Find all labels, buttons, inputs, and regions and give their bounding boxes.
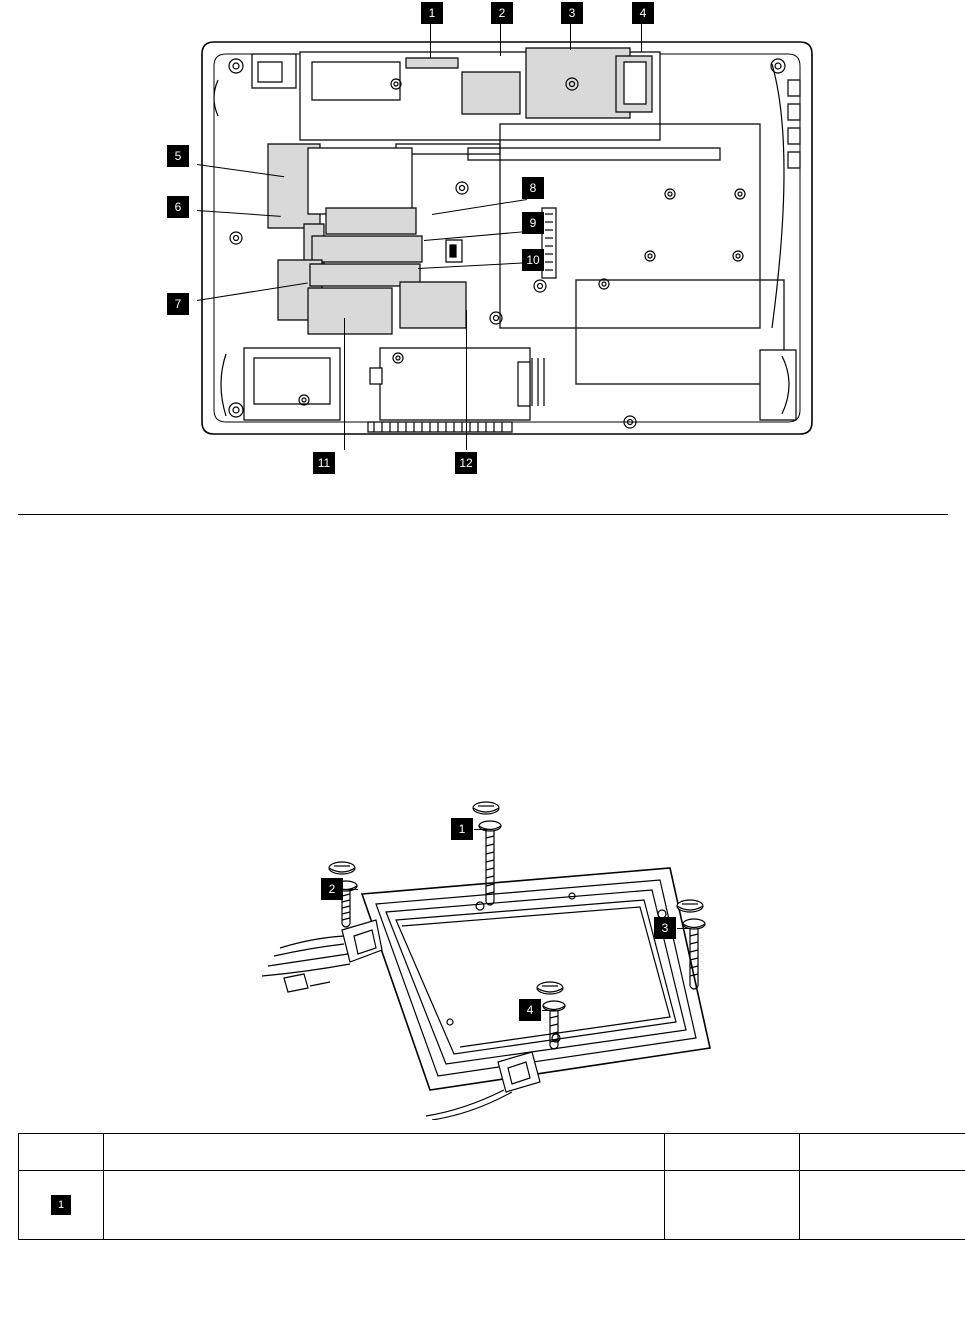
steps-table <box>18 1133 965 1240</box>
callout-marker-table: 1 <box>51 1195 71 1215</box>
callout-marker-7: 7 <box>167 293 189 315</box>
figure-lcd-bezel <box>250 790 730 1120</box>
callout-marker-4: 4 <box>632 2 654 24</box>
callout-marker-3: 3 <box>561 2 583 24</box>
leader-line <box>344 318 345 450</box>
leader-line <box>677 928 691 929</box>
table-header-quantity <box>665 1134 800 1171</box>
table-header-torque <box>800 1134 965 1171</box>
figure-base-cover <box>200 28 820 448</box>
table-cell-torque <box>800 1171 965 1240</box>
steps-table-wrapper <box>18 1133 948 1235</box>
table-cell-description <box>104 1171 665 1240</box>
table-cell-step <box>19 1171 104 1240</box>
section-divider <box>18 514 948 515</box>
callout-marker-lcd-4: 4 <box>519 999 541 1021</box>
leader-line <box>641 24 642 52</box>
callout-marker-lcd-2: 1 <box>451 818 473 840</box>
callout-marker-11: 11 <box>313 452 335 474</box>
callout-marker-lcd-3: 3 <box>654 917 676 939</box>
leader-line <box>500 24 501 56</box>
table-header-row <box>19 1134 965 1171</box>
callout-marker-lcd-1: 2 <box>321 878 343 900</box>
callout-marker-12: 12 <box>455 452 477 474</box>
table-header-description <box>104 1134 665 1171</box>
leader-line <box>466 310 467 450</box>
callout-marker-9: 9 <box>522 212 544 234</box>
leader-line <box>570 24 571 50</box>
leader-line <box>344 889 358 890</box>
callout-marker-8: 8 <box>522 177 544 199</box>
callout-marker-1: 1 <box>421 2 443 24</box>
leader-line <box>430 24 431 58</box>
table-header-step <box>19 1134 104 1171</box>
callout-marker-6: 6 <box>167 196 189 218</box>
callout-marker-5: 5 <box>167 145 189 167</box>
table-row <box>19 1171 965 1240</box>
callout-marker-10: 10 <box>522 249 544 271</box>
table-cell-quantity <box>665 1171 800 1240</box>
callout-marker-2: 2 <box>491 2 513 24</box>
leader-line <box>542 1010 556 1011</box>
leader-line <box>474 829 488 830</box>
